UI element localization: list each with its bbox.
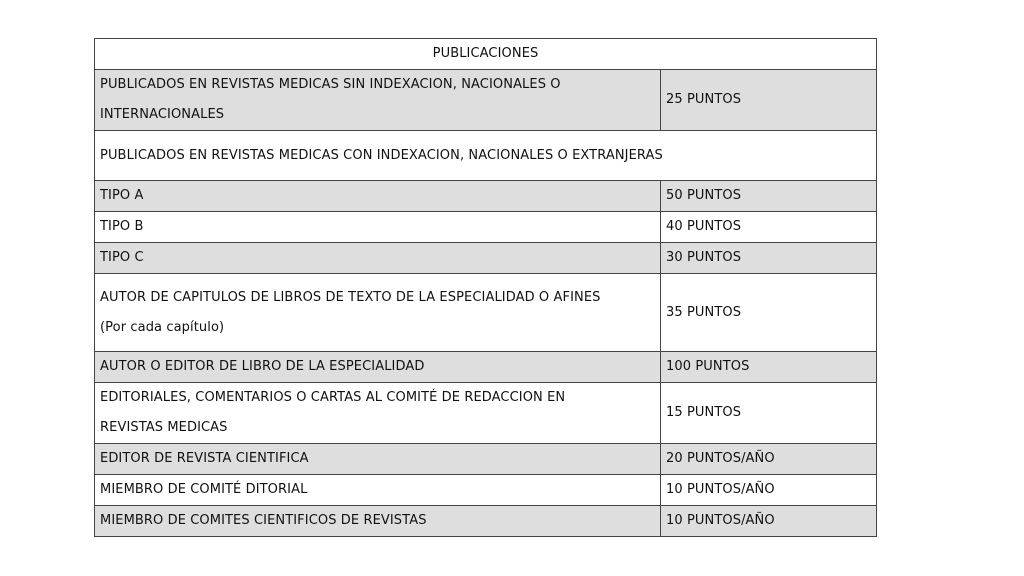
item-points: 25 PUNTOS [661,70,877,131]
table-row [95,444,877,475]
table-row [95,352,877,383]
item-points: 40 PUNTOS [661,212,877,243]
item-points: 30 PUNTOS [661,243,877,274]
table-header-row [95,39,877,70]
item-description: TIPO B [95,212,661,243]
item-points: 15 PUNTOS [661,383,877,444]
table-row [95,243,877,274]
table-row [95,475,877,506]
item-description: EDITOR DE REVISTA CIENTIFICA [95,444,661,475]
table-row [95,506,877,537]
item-points: 100 PUNTOS [661,352,877,383]
item-description-line: REVISTAS MEDICAS [100,420,228,435]
item-description: MIEMBRO DE COMITES CIENTIFICOS DE REVISTAS [95,506,661,537]
item-description: AUTOR O EDITOR DE LIBRO DE LA ESPECIALIDAD [95,352,661,383]
item-description: TIPO A [95,181,661,212]
item-points: 10 PUNTOS/AÑO [661,475,877,506]
table-row [95,383,877,444]
item-description [95,383,661,444]
item-description-line: PUBLICADOS EN REVISTAS MEDICAS SIN INDEXACION, NACIONALES O [100,77,561,92]
table-row [95,70,877,131]
item-description [95,274,661,352]
item-description: TIPO C [95,243,661,274]
item-points: 50 PUNTOS [661,181,877,212]
item-points: 10 PUNTOS/AÑO [661,506,877,537]
item-points: 35 PUNTOS [661,274,877,352]
item-description-line: EDITORIALES, COMENTARIOS O CARTAS AL COMITÉ DE REDACCION EN [100,390,566,405]
publications-table [94,38,877,537]
table-title: PUBLICACIONES [95,39,877,70]
item-description: MIEMBRO DE COMITÉ DITORIAL [95,475,661,506]
table-row [95,274,877,352]
table-section-row [95,131,877,181]
item-description-line: (Por cada capítulo) [100,319,225,335]
item-points: 20 PUNTOS/AÑO [661,444,877,475]
section-description: PUBLICADOS EN REVISTAS MEDICAS CON INDEXACION, NACIONALES O EXTRANJERAS [95,131,877,181]
item-description [95,70,661,131]
table-row [95,212,877,243]
publications-table-container [94,38,876,537]
table-row [95,181,877,212]
item-description-line: INTERNACIONALES [100,107,225,122]
item-description-line: AUTOR DE CAPITULOS DE LIBROS DE TEXTO DE LA ESPECIALIDAD O AFINES [100,289,601,305]
